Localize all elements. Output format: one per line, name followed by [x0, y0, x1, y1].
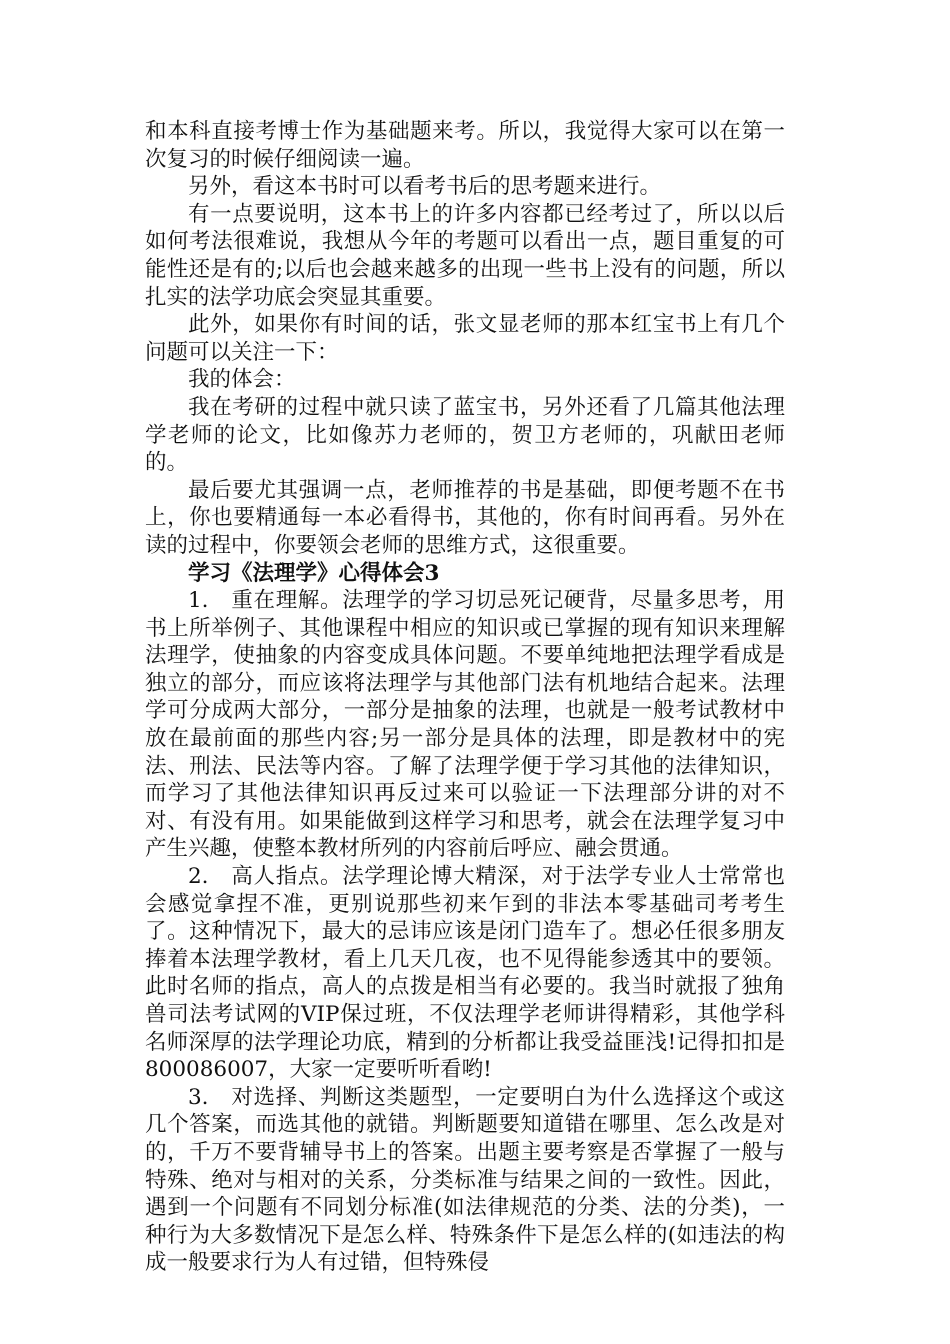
list-item-question-types: 3. 对选择、判断这类题型，一定要明白为什么选择这个或这几个答案，而选其他的就错。判断题要知道错在哪里、怎么改是对的，千万不要背辅导书上的答案。出题主要考察是否掌握了一般与特殊、绝对与相对的关系，分类标准与结果之间的一致性。因此，遇到一个问题有不同划分标准(如法律规范的分类、法的分类)，一种行为大多数情况下是怎么样、特殊条件下是怎么样的(如违法的构成一般要求行为人有过错，但特殊侵	[145, 1084, 785, 1276]
paragraph-reference-questions: 另外，看这本书时可以看考书后的思考题来进行。	[188, 174, 662, 200]
paragraph-my-experience: 我在考研的过程中就只读了蓝宝书，另外还看了几篇其他法理学老师的论文，比如像苏力老师的，贺卫方老师的，巩献田老师的。	[145, 394, 785, 476]
list-item-understanding: 1. 重在理解。法理学的学习切忌死记硬背，尽量多思考，用书上所举例子、其他课程中相应的知识或已掌握的现有知识来理解法理学，使抽象的内容变成具体问题。不要单纯地把法理学看成是独立的部分，而应该将法理学与其他部门法有机地结合起来。法理学可分成两大部分，一部分是抽象的法理，也就是一般考试教材中放在最前面的那些内容;另一部分是具体的法理，即是教材中的宪法、刑法、民法等内容。了解了法理学便于学习其他的法律知识，而学习了其他法律知识再反过来可以验证一下法理部分讲的对不对、有没有用。如果能做到这样学习和思考，就会在法理学复习中产生兴趣，使整本教材所列的内容前后呼应、融会贯通。	[145, 588, 785, 862]
paragraph-final-emphasis: 最后要尤其强调一点，老师推荐的书是基础，即便考题不在书上，你也要精通每一本必看得书，其他的，你有时间再看。另外在读的过程中，你要领会老师的思维方式，这很重要。	[145, 477, 785, 558]
document-page	[145, 118, 785, 1277]
paragraph-note: 有一点要说明，这本书上的许多内容都已经考过了，所以以后如何考法很难说，我想从今年的考题可以看出一点，题目重复的可能性还是有的;以后也会越来越多的出现一些书上没有的问题，所以扎实的法学功底会突显其重要。	[145, 201, 785, 310]
list-item-guidance: 2. 高人指点。法学理论博大精深，对于法学专业人士常常也会感觉拿捏不准，更别说那些初来乍到的非法本零基础司考考生了。这种情况下，最大的忌讳应该是闭门造车了。想必任很多朋友捧着本法理学教材，看上几天几夜，也不见得能参透其中的要领。此时名师的指点，高人的点拨是相当有必要的。我当时就报了独角兽司法考试网的VIP保过班，不仅法理学老师讲得精彩，其他学科名师深厚的法学理论功底，精到的分析都让我受益匪浅!记得扣扣是800086007，大家一定要听听看哟!	[145, 864, 785, 1083]
paragraph-additional-book: 此外，如果你有时间的话，张文显老师的那本红宝书上有几个问题可以关注一下：	[145, 312, 785, 365]
section-title: 学习《法理学》心得体会3	[188, 560, 440, 586]
paragraph-my-experience-label: 我的体会：	[188, 367, 296, 393]
paragraph-continuation: 和本科直接考博士作为基础题来考。所以，我觉得大家可以在第一次复习的时候仔细阅读一遍。	[145, 119, 785, 172]
